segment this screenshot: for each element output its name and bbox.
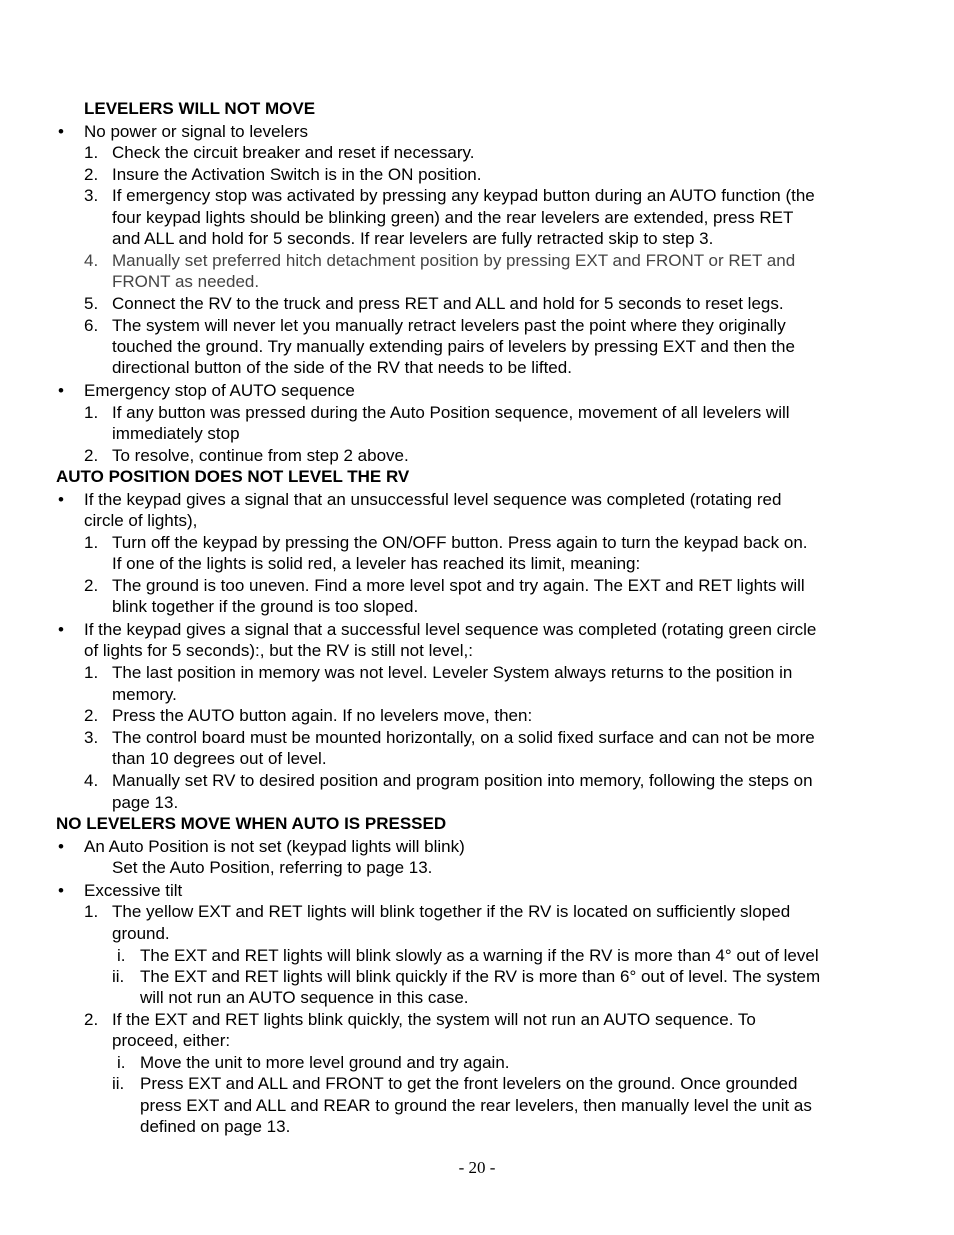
list-item-text: than 10 degrees out of level. [112,749,327,768]
list-item-text: The ground is too uneven. Find a more level spot and try again. The EXT and RET lights will [112,576,805,595]
sub-item-text: Press EXT and ALL and FRONT to get the front levelers on the ground. Once grounded [140,1074,798,1093]
roman-number: ii. [112,967,125,986]
list-number: 2. [84,446,99,465]
list-item-text: To resolve, continue from step 2 above. [112,446,409,465]
list-item-text: FRONT as needed. [112,272,260,291]
list-item-text: Insure the Activation Switch is in the ON position. [112,165,482,184]
section-heading-auto-position: AUTO POSITION DOES NOT LEVEL THE RV [56,467,410,486]
sub-item-text: The EXT and RET lights will blink slowly as a warning if the RV is more than 4° out of level [140,946,819,965]
roman-number: i. [117,1053,126,1072]
bullet-mark: • [58,837,64,856]
list-number: 3. [84,728,99,747]
list-number: 4. [84,251,99,270]
bullet-mark: • [58,381,64,400]
sub-item-text: defined on page 13. [140,1117,291,1136]
roman-number: ii. [112,1074,125,1093]
list-number: 6. [84,316,99,335]
list-item-text: proceed, either: [112,1031,231,1050]
list-number: 2. [84,1010,99,1029]
list-number: 1. [84,663,99,682]
list-item-text: Check the circuit breaker and reset if necessary. [112,143,475,162]
list-item-text: Manually set RV to desired position and program position into memory, following the steps on [112,771,813,790]
bullet-unsuccessful-text: circle of lights), [84,511,198,530]
bullet-unsuccessful-text: If the keypad gives a signal that an unsuccessful level sequence was completed (rotating red [84,490,782,509]
list-item-text: and ALL and hold for 5 seconds. If rear levelers are fully retracted skip to step 3. [112,229,714,248]
section-heading-no-levelers-move: NO LEVELERS MOVE WHEN AUTO IS PRESSED [56,814,447,833]
sub-item-text: The EXT and RET lights will blink quickly if the RV is more than 6° out of level. The system [140,967,821,986]
sub-item-text: Move the unit to more level ground and try again. [140,1053,510,1072]
bullet-mark: • [58,122,64,141]
list-item-text: directional button of the side of the RV that needs to be lifted. [112,358,572,377]
bullet-excessive-tilt: Excessive tilt [84,881,183,900]
list-item-text: touched the ground. Try manually extending pairs of levelers by pressing EXT and then the [112,337,795,356]
bullet-sub-text: Set the Auto Position, referring to page 13. [112,858,433,877]
roman-number: i. [117,946,126,965]
list-item-text: The control board must be mounted horizontally, on a solid fixed surface and can not be more [112,728,815,747]
list-number: 1. [84,902,99,921]
list-number: 1. [84,533,99,552]
list-item-text: The yellow EXT and RET lights will blink together if the RV is located on sufficiently sloped [112,902,791,921]
bullet-auto-position-not-set: An Auto Position is not set (keypad lights will blink) [84,837,465,856]
list-number: 3. [84,186,99,205]
list-number: 2. [84,576,99,595]
list-item-text: If any button was pressed during the Auto Position sequence, movement of all levelers will [112,403,790,422]
bullet-mark: • [58,490,64,509]
list-item-text: memory. [112,685,177,704]
bullet-mark: • [58,620,64,639]
list-item-text: four keypad lights should be blinking green) and the rear levelers are extended, press RET [112,208,794,227]
list-item-text: page 13. [112,793,179,812]
list-item-text: If one of the lights is solid red, a leveler has reached its limit, meaning: [112,554,641,573]
list-number: 1. [84,143,99,162]
bullet-mark: • [58,881,64,900]
list-number: 4. [84,771,99,790]
list-item-text: The system will never let you manually retract levelers past the point where they originally [112,316,786,335]
list-item-text: Turn off the keypad by pressing the ON/OFF button. Press again to turn the keypad back on. [112,533,808,552]
list-number: 5. [84,294,99,313]
page-number: - 20 - [458,1158,496,1177]
list-item-text: If the EXT and RET lights blink quickly, the system will not run an AUTO sequence. To [112,1010,756,1029]
bullet-emergency-stop: Emergency stop of AUTO sequence [84,381,355,400]
bullet-successful-text: of lights for 5 seconds):, but the RV is still not level,: [84,641,473,660]
list-number: 2. [84,165,99,184]
bullet-successful-text: If the keypad gives a signal that a successful level sequence was completed (rotating green circle [84,620,817,639]
sub-item-text: will not run an AUTO sequence in this case. [140,988,469,1007]
list-item-text: blink together if the ground is too sloped. [112,597,419,616]
list-item-text: immediately stop [112,424,240,443]
list-item-text: Connect the RV to the truck and press RET and ALL and hold for 5 seconds to reset legs. [112,294,784,313]
list-number: 1. [84,403,99,422]
sub-item-text: press EXT and ALL and REAR to ground the rear levelers, then manually level the unit as [140,1096,812,1115]
list-item-text: If emergency stop was activated by pressing any keypad button during an AUTO function (the [112,186,815,205]
list-item-text: Press the AUTO button again. If no levelers move, then: [112,706,533,725]
bullet-no-power: No power or signal to levelers [84,122,308,141]
section-heading-levelers-will-not-move: LEVELERS WILL NOT MOVE [84,99,316,118]
list-item-text: The last position in memory was not level. Leveler System always returns to the position in [112,663,793,682]
list-number: 2. [84,706,99,725]
list-item-text: ground. [112,924,170,943]
list-item-text: Manually set preferred hitch detachment position by pressing EXT and FRONT or RET and [112,251,796,270]
